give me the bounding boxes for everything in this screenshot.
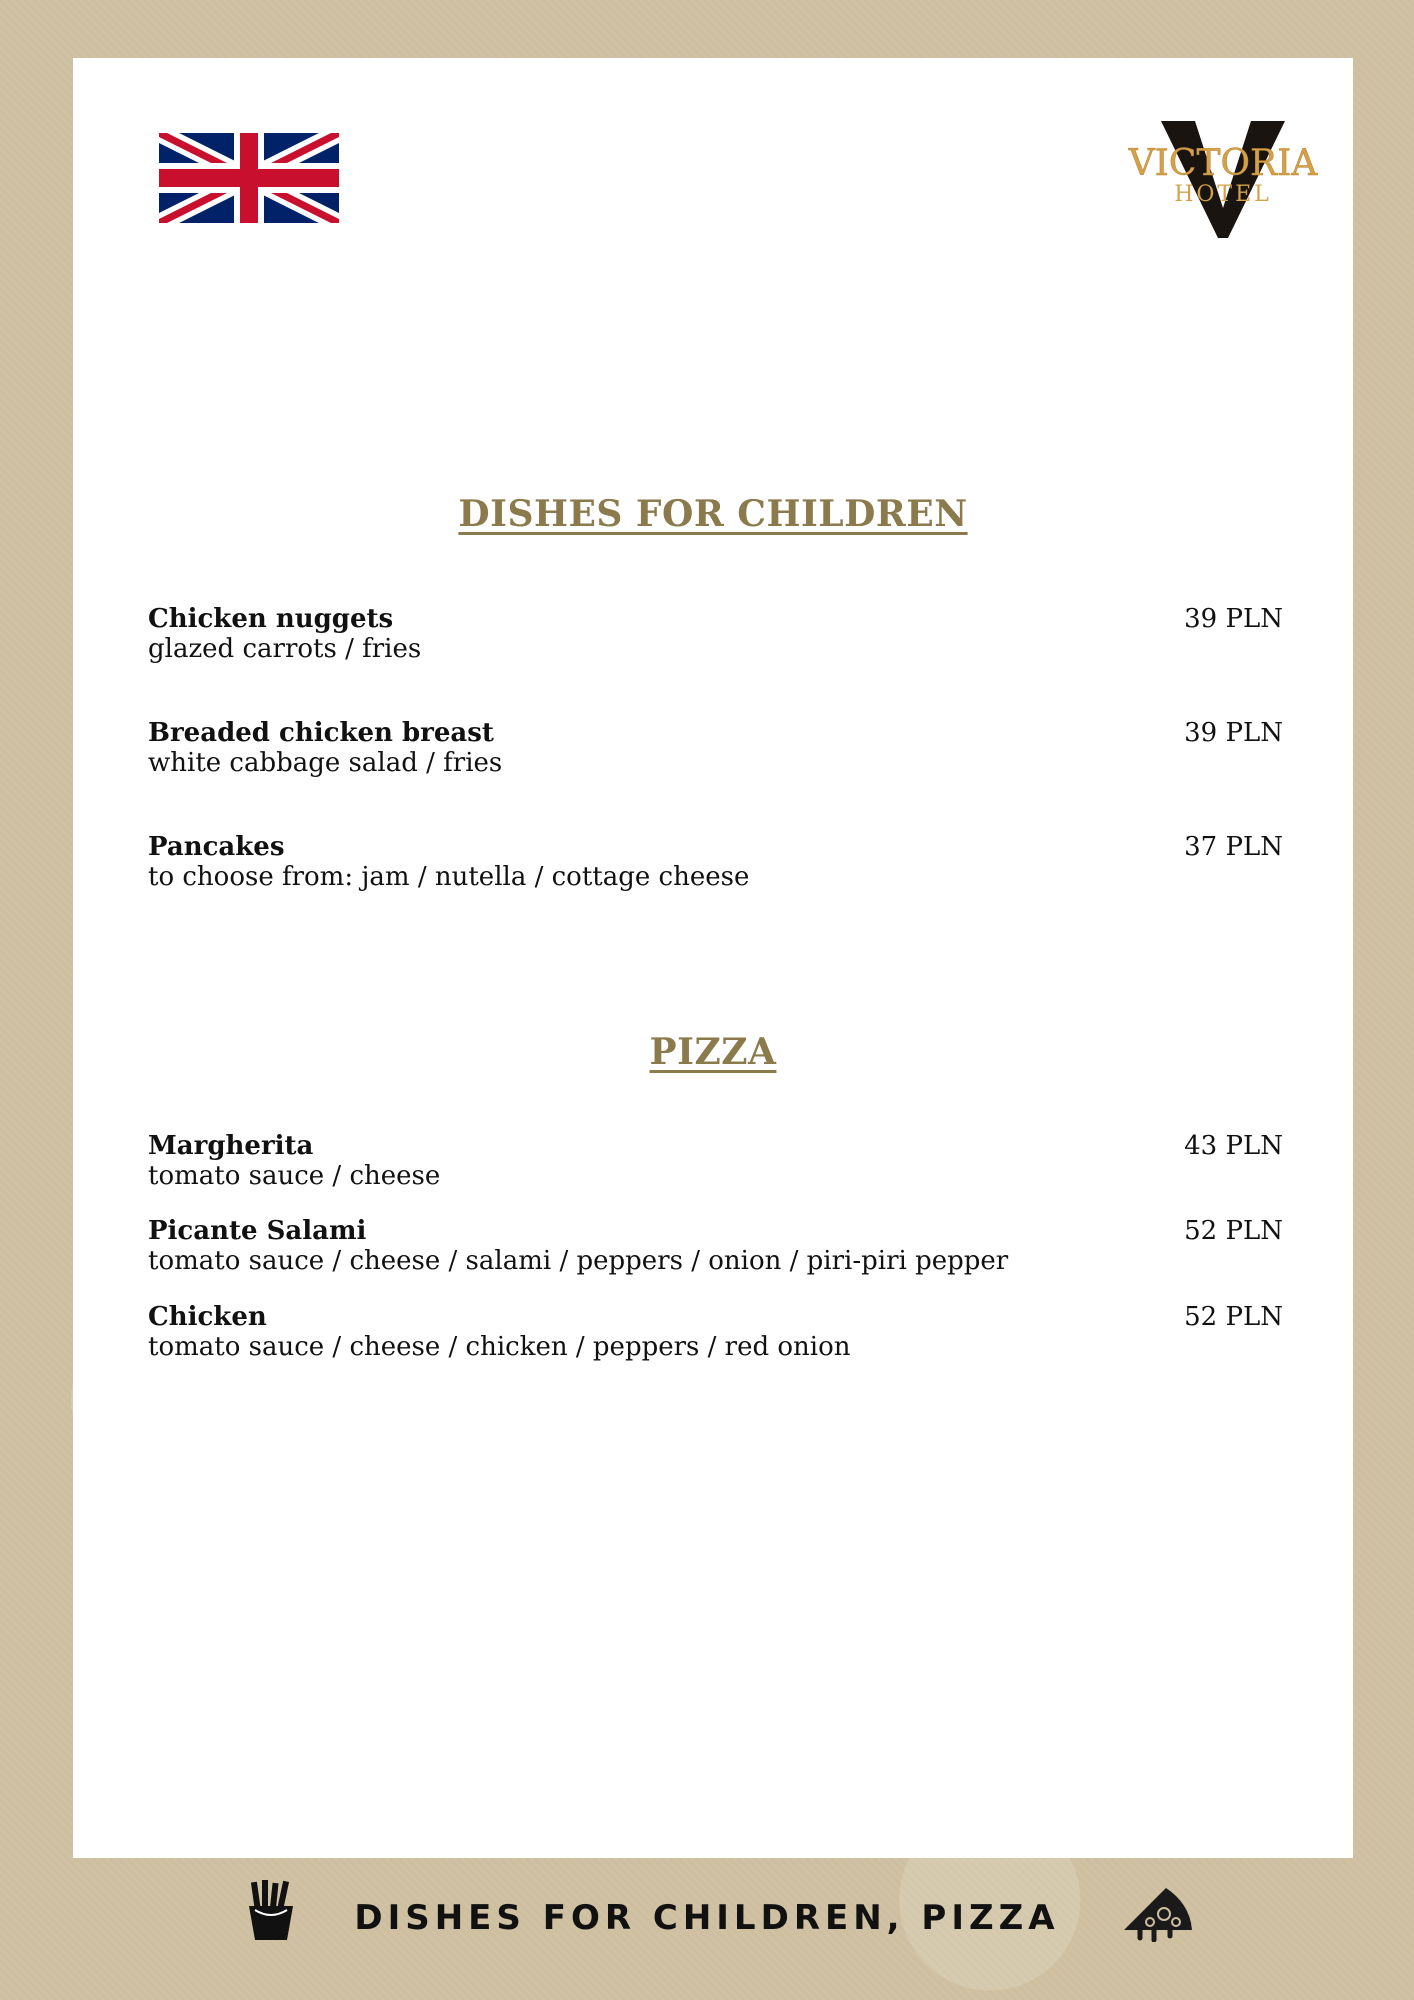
hotel-logo — [1123, 113, 1323, 243]
item-price: 43 PLN — [1184, 1131, 1283, 1161]
item-name: Picante Salami — [148, 1216, 367, 1246]
footer — [0, 1880, 1414, 1960]
item-description: white cabbage salad / fries — [148, 748, 503, 778]
menu-item — [148, 1302, 1283, 1362]
logo-line1: VICTORIA — [1128, 143, 1318, 184]
item-price: 37 PLN — [1184, 832, 1283, 862]
menu-page — [73, 58, 1353, 1858]
item-name: Chicken — [148, 1302, 267, 1332]
item-name: Pancakes — [148, 832, 285, 862]
item-description: tomato sauce / cheese / salami / peppers / onion / piri-piri pepper — [148, 1246, 1009, 1276]
section-title-children: DISHES FOR CHILDREN — [458, 493, 968, 535]
menu-item — [148, 718, 1283, 778]
section-title-pizza: PIZZA — [649, 1031, 777, 1073]
logo-line2: HOTEL — [1174, 182, 1272, 207]
item-price: 39 PLN — [1184, 604, 1283, 634]
pizza-icon — [1120, 1884, 1196, 1942]
footer-title: DISHES FOR CHILDREN, PIZZA — [354, 1898, 1060, 1938]
item-description: glazed carrots / fries — [148, 634, 422, 664]
item-description: to choose from: jam / nutella / cottage cheese — [148, 862, 750, 892]
uk-flag-icon[interactable] — [159, 128, 339, 228]
item-name: Breaded chicken breast — [148, 718, 494, 748]
menu-item — [148, 1216, 1283, 1276]
item-price: 52 PLN — [1184, 1302, 1283, 1332]
menu-item — [148, 1131, 1283, 1191]
item-name: Margherita — [148, 1131, 314, 1161]
menu-item — [148, 832, 1283, 892]
item-price: 52 PLN — [1184, 1216, 1283, 1246]
menu-item — [148, 604, 1283, 664]
item-name: Chicken nuggets — [148, 604, 394, 634]
item-description: tomato sauce / cheese — [148, 1161, 441, 1191]
item-price: 39 PLN — [1184, 718, 1283, 748]
item-description: tomato sauce / cheese / chicken / peppers / red onion — [148, 1332, 851, 1362]
